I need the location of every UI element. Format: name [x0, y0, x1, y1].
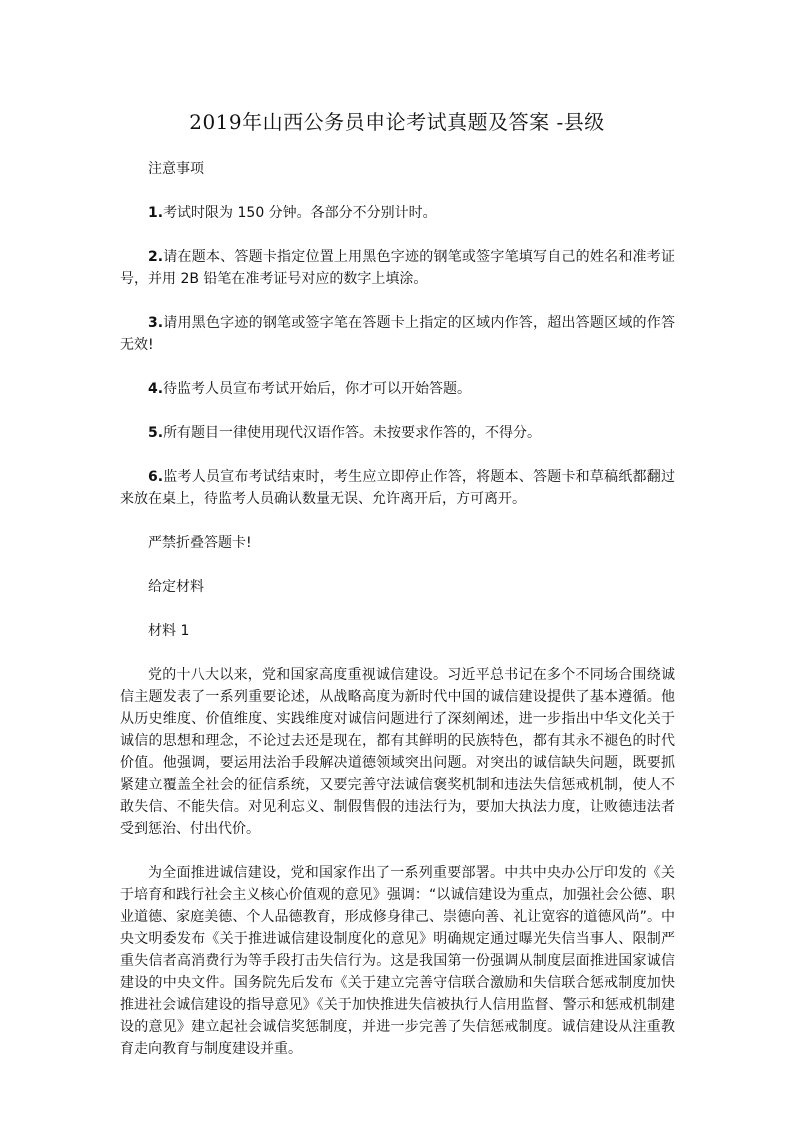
note-item [120, 202, 675, 224]
note-number: 6. [148, 469, 164, 485]
note-text: 考试时限为 150 分钟。各部分不分别计时。 [163, 205, 437, 221]
note-number: 5. [148, 425, 164, 441]
note-text: 所有题目一律使用现代汉语作答。未按要求作答的，不得分。 [163, 425, 542, 441]
note-text: 监考人员宣布考试结束时，考生应立即停止作答，将题本、答题卡和草稿纸都翻过来放在桌上，待监考人员确认数量无误、允许离开后，方可离开。 [120, 469, 675, 507]
note-text: 请用黑色字迹的钢笔或签字笔在答题卡上指定的区域内作答，超出答题区域的作答无效! [120, 315, 675, 353]
section-heading: 给定材料 [148, 579, 204, 595]
note-number: 1. [148, 205, 164, 221]
note-text: 待监考人员宣布考试开始后，你才可以开始答题。 [163, 381, 472, 397]
note-item [120, 466, 675, 510]
note-number: 4. [148, 381, 164, 397]
body-paragraph: 党的十八大以来，党和国家高度重视诚信建设。习近平总书记在多个不同场合围绕诚信主题发表了一系列重要论述，从战略高度为新时代中国的诚信建设提供了基本遵循。他从历史维度、价值维度、实践维度对诚信问题进行了深刻阐述，进一步指出中华文化关于诚信的思想和理念，不论过去还是现在，都有其鲜明的民族特色，都有其永不褪色的时代价值。他强调，要运用法治手段解决道德领域突出问题。对突出的诚信缺失问题，既要抓紧建立覆盖全社会的征信系统，又要完善守法诚信褒奖机制和违法失信惩戒机制，使人不敢失信、不能失信。对见利忘义、制假售假的违法行为，要加大执法力度，让败德违法者受到惩治、付出代价。 [120, 667, 675, 837]
body-paragraph: 为全面推进诚信建设，党和国家作出了一系列重要部署。中共中央办公厅印发的《关于培育和践行社会主义核心价值观的意见》强调：“以诚信建设为重点，加强社会公德、职业道德、家庭美德、个人品德教育，形成修身律己、崇德向善、礼让宽容的道德风尚”。中央文明委发布《关于推进诚信建设制度化的意见》明确规定通过曝光失信当事人、限制严重失信者高消费行为等手段打击失信行为。这是我国第一份强调从制度层面推进国家诚信建设的中央文件。国务院先后发布《关于建立完善守信联合激励和失信联合惩戒制度加快推进社会诚信建设的指导意见》《关于加快推进失信被执行人信用监督、警示和惩戒机制建设的意见》建立起社会诚信奖惩制度，并进一步完善了失信惩戒制度。诚信建设从注重教育走向教育与制度建设并重。 [120, 865, 675, 1057]
material-label: 材料 1 [148, 623, 190, 639]
note-item [120, 378, 675, 400]
note-item [120, 422, 675, 444]
note-item [120, 246, 675, 290]
notice-heading: 注意事项 [148, 161, 204, 177]
note-text: 请在题本、答题卡指定位置上用黑色字迹的钢笔或签字笔填写自己的姓名和准考证号，并用 2B 铅笔在准考证号对应的数字上填涂。 [120, 249, 675, 287]
note-item [120, 312, 675, 356]
document-title: 2019年山西公务员申论考试真题及答案 -县级 [189, 110, 605, 134]
note-number: 3. [148, 315, 164, 331]
note-number: 2. [148, 249, 164, 265]
warning-text: 严禁折叠答题卡! [148, 535, 252, 551]
document-body [120, 158, 675, 1060]
